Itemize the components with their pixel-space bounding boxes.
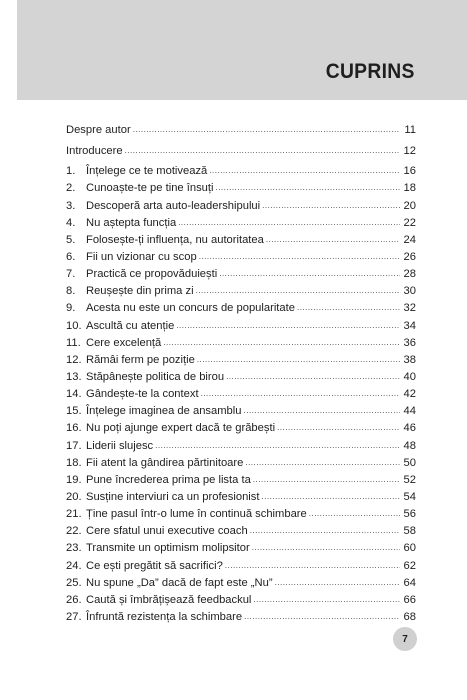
dot-leader (226, 372, 400, 381)
toc-entry-page: 18 (403, 182, 416, 195)
toc-entry-number: 18. (66, 456, 82, 469)
toc-entry-chapter[interactable] (66, 234, 416, 251)
toc-entry-chapter[interactable] (66, 388, 416, 405)
toc-entry-chapter[interactable] (66, 611, 416, 628)
toc-entry-label: Folosește-ți influența, nu autoritatea (86, 233, 264, 246)
toc-entry-page: 64 (403, 576, 416, 589)
toc-entry-label: Caută și îmbrățișează feedbackul (86, 593, 252, 606)
toc-entry-chapter[interactable] (66, 440, 416, 457)
toc-entry-chapter[interactable] (66, 200, 416, 217)
toc-entry-number: 7. (66, 268, 76, 281)
page-title: CUPRINS (326, 60, 415, 83)
toc-entry-page: 36 (403, 336, 416, 349)
chapter-list (66, 165, 416, 628)
dot-leader (197, 355, 400, 364)
toc-entry-number: 3. (66, 199, 76, 212)
toc-entry-chapter[interactable] (66, 422, 416, 439)
toc-entry-chapter[interactable] (66, 302, 416, 319)
toc-entry-label: Acesta nu este un concurs de popularitate (86, 302, 295, 315)
table-of-contents (66, 124, 416, 628)
toc-entry-number: 14. (66, 388, 82, 401)
toc-entry-label: Introducere (66, 145, 123, 158)
toc-entry-number: 12. (66, 353, 82, 366)
toc-entry-page: 48 (403, 439, 416, 452)
dot-leader (216, 183, 401, 192)
toc-entry-page: 62 (403, 559, 416, 572)
toc-entry-number: 1. (66, 165, 76, 178)
dot-leader (245, 458, 400, 467)
dot-leader (250, 526, 400, 535)
toc-entry-page: 68 (403, 610, 416, 623)
toc-entry-chapter[interactable] (66, 474, 416, 491)
dot-leader (155, 441, 400, 450)
toc-entry-chapter[interactable] (66, 165, 416, 182)
dot-leader (201, 389, 400, 398)
toc-entry-label: Ascultă cu atenție (86, 319, 175, 332)
toc-entry-page: 22 (403, 216, 416, 229)
toc-entry-page: 24 (403, 233, 416, 246)
toc-entry-chapter[interactable] (66, 251, 416, 268)
dot-leader (125, 146, 400, 155)
dot-leader (196, 286, 400, 295)
toc-entry-label: Reușește din prima zi (86, 285, 194, 298)
toc-entry-number: 11. (66, 336, 81, 349)
toc-entry-introduction[interactable] (66, 145, 416, 162)
dot-leader (253, 475, 400, 484)
toc-entry-page: 42 (403, 388, 416, 401)
toc-entry-label: Cunoaște-te pe tine însuți (86, 182, 214, 195)
toc-entry-number: 5. (66, 233, 76, 246)
toc-entry-page: 50 (403, 456, 416, 469)
toc-entry-label: Nu spune „Da” dacă de fapt este „Nu” (86, 576, 273, 589)
dot-leader (176, 321, 400, 330)
toc-entry-label: Cere excelență (86, 336, 162, 349)
toc-entry-chapter[interactable] (66, 268, 416, 285)
toc-entry-page: 11 (404, 124, 416, 136)
toc-entry-number: 13. (66, 370, 82, 383)
toc-entry-number: 17. (66, 439, 82, 452)
toc-entry-page: 56 (403, 508, 416, 521)
toc-entry-number: 2. (66, 182, 76, 195)
toc-entry-number: 20. (66, 490, 82, 503)
toc-entry-page: 40 (403, 370, 416, 383)
toc-entry-chapter[interactable] (66, 457, 416, 474)
toc-entry-page: 34 (403, 319, 416, 332)
dot-leader (178, 218, 400, 227)
toc-entry-chapter[interactable] (66, 354, 416, 371)
toc-entry-label: Rămâi ferm pe poziție (86, 353, 195, 366)
toc-entry-number: 10. (66, 319, 82, 332)
dot-leader (275, 578, 400, 587)
dot-leader (244, 612, 400, 621)
toc-entry-chapter[interactable] (66, 371, 416, 388)
dot-leader (219, 269, 400, 278)
toc-entry-label: Nu poți ajunge expert dacă te grăbești (86, 422, 276, 435)
toc-entry-chapter[interactable] (66, 337, 416, 354)
toc-entry-label: Pune încrederea prima pe lista ta (86, 473, 251, 486)
toc-entry-chapter[interactable] (66, 285, 416, 302)
toc-entry-chapter[interactable] (66, 594, 416, 611)
toc-entry-page: 26 (403, 250, 416, 263)
toc-entry-chapter[interactable] (66, 525, 416, 542)
dot-leader (262, 492, 401, 501)
toc-entry-label: Stăpânește politica de birou (86, 370, 225, 383)
toc-entry-chapter[interactable] (66, 182, 416, 199)
toc-entry-number: 15. (66, 405, 82, 418)
toc-entry-page: 66 (403, 593, 416, 606)
toc-entry-label: Transmite un optimism molipsitor (86, 542, 250, 555)
dot-leader (297, 303, 400, 312)
dot-leader (163, 338, 400, 347)
toc-entry-number: 8. (66, 285, 76, 298)
toc-entry-page: 12 (403, 145, 416, 158)
toc-entry-chapter[interactable] (66, 542, 416, 559)
toc-entry-label: Înfruntă rezistența la schimbare (86, 610, 243, 623)
toc-entry-page: 28 (403, 268, 416, 281)
toc-entry-number: 25. (66, 576, 82, 589)
toc-entry-label: Înțelege ce te motivează (86, 165, 208, 178)
toc-entry-page: 44 (403, 405, 416, 418)
dot-leader (309, 509, 400, 518)
toc-entry-label: Ține pasul într-o lume în continuă schimbare (86, 508, 307, 521)
dot-leader (244, 406, 401, 415)
toc-entry-chapter[interactable] (66, 577, 416, 594)
toc-entry-label: Despre autor (66, 124, 131, 136)
toc-entry-page: 16 (403, 165, 416, 178)
dot-leader (252, 543, 400, 552)
toc-entry-number: 6. (66, 250, 76, 263)
toc-entry-number: 16. (66, 422, 82, 435)
toc-entry-page: 38 (403, 353, 416, 366)
dot-leader (277, 423, 400, 432)
toc-entry-label: Gândește-te la context (86, 388, 199, 401)
toc-entry-number: 24. (66, 559, 82, 572)
toc-entry-label: Susține interviuri ca un profesionist (86, 490, 260, 503)
toc-entry-page: 30 (403, 285, 416, 298)
toc-entry-chapter[interactable] (66, 560, 416, 577)
toc-entry-page: 52 (403, 473, 416, 486)
toc-entry-page: 46 (403, 422, 416, 435)
toc-entry-label: Fii un vizionar cu scop (86, 250, 197, 263)
toc-entry-number: 4. (66, 216, 76, 229)
toc-entry-number: 21. (66, 508, 82, 521)
dot-leader (266, 235, 400, 244)
toc-entry-number: 27. (66, 610, 82, 623)
dot-leader (253, 595, 400, 604)
dot-leader (209, 166, 400, 175)
toc-entry-chapter[interactable] (66, 491, 416, 508)
toc-entry-chapter[interactable] (66, 508, 416, 525)
toc-entry-page: 60 (403, 542, 416, 555)
toc-entry-number: 19. (66, 473, 82, 486)
toc-entry-number: 23. (66, 542, 82, 555)
toc-entry-page: 54 (403, 490, 416, 503)
toc-entry-about-author[interactable] (66, 124, 416, 141)
toc-entry-label: Practică ce propovăduiești (86, 268, 218, 281)
toc-entry-page: 20 (403, 199, 416, 212)
toc-entry-number: 22. (66, 525, 82, 538)
toc-entry-number: 9. (66, 302, 76, 315)
dot-leader (199, 252, 400, 261)
toc-entry-label: Înțelege imaginea de ansamblu (86, 405, 242, 418)
toc-entry-page: 58 (403, 525, 416, 538)
toc-entry-chapter[interactable] (66, 320, 416, 337)
page-number-badge: 7 (393, 627, 417, 651)
dot-leader (262, 201, 400, 210)
toc-entry-chapter[interactable] (66, 217, 416, 234)
toc-entry-label: Descoperă arta auto-leadershipului (86, 199, 261, 212)
toc-entry-label: Liderii slujesc (86, 439, 154, 452)
dot-leader (133, 125, 400, 134)
toc-entry-page: 32 (403, 302, 416, 315)
header-band (17, 0, 467, 100)
toc-entry-chapter[interactable] (66, 405, 416, 422)
toc-entry-label: Fii atent la gândirea părtinitoare (86, 456, 244, 469)
toc-entry-number: 26. (66, 593, 82, 606)
toc-entry-label: Ce ești pregătit să sacrifici? (86, 559, 223, 572)
dot-leader (225, 561, 400, 570)
toc-entry-label: Cere sfatul unui executive coach (86, 525, 248, 538)
toc-entry-label: Nu aștepta funcția (86, 216, 177, 229)
